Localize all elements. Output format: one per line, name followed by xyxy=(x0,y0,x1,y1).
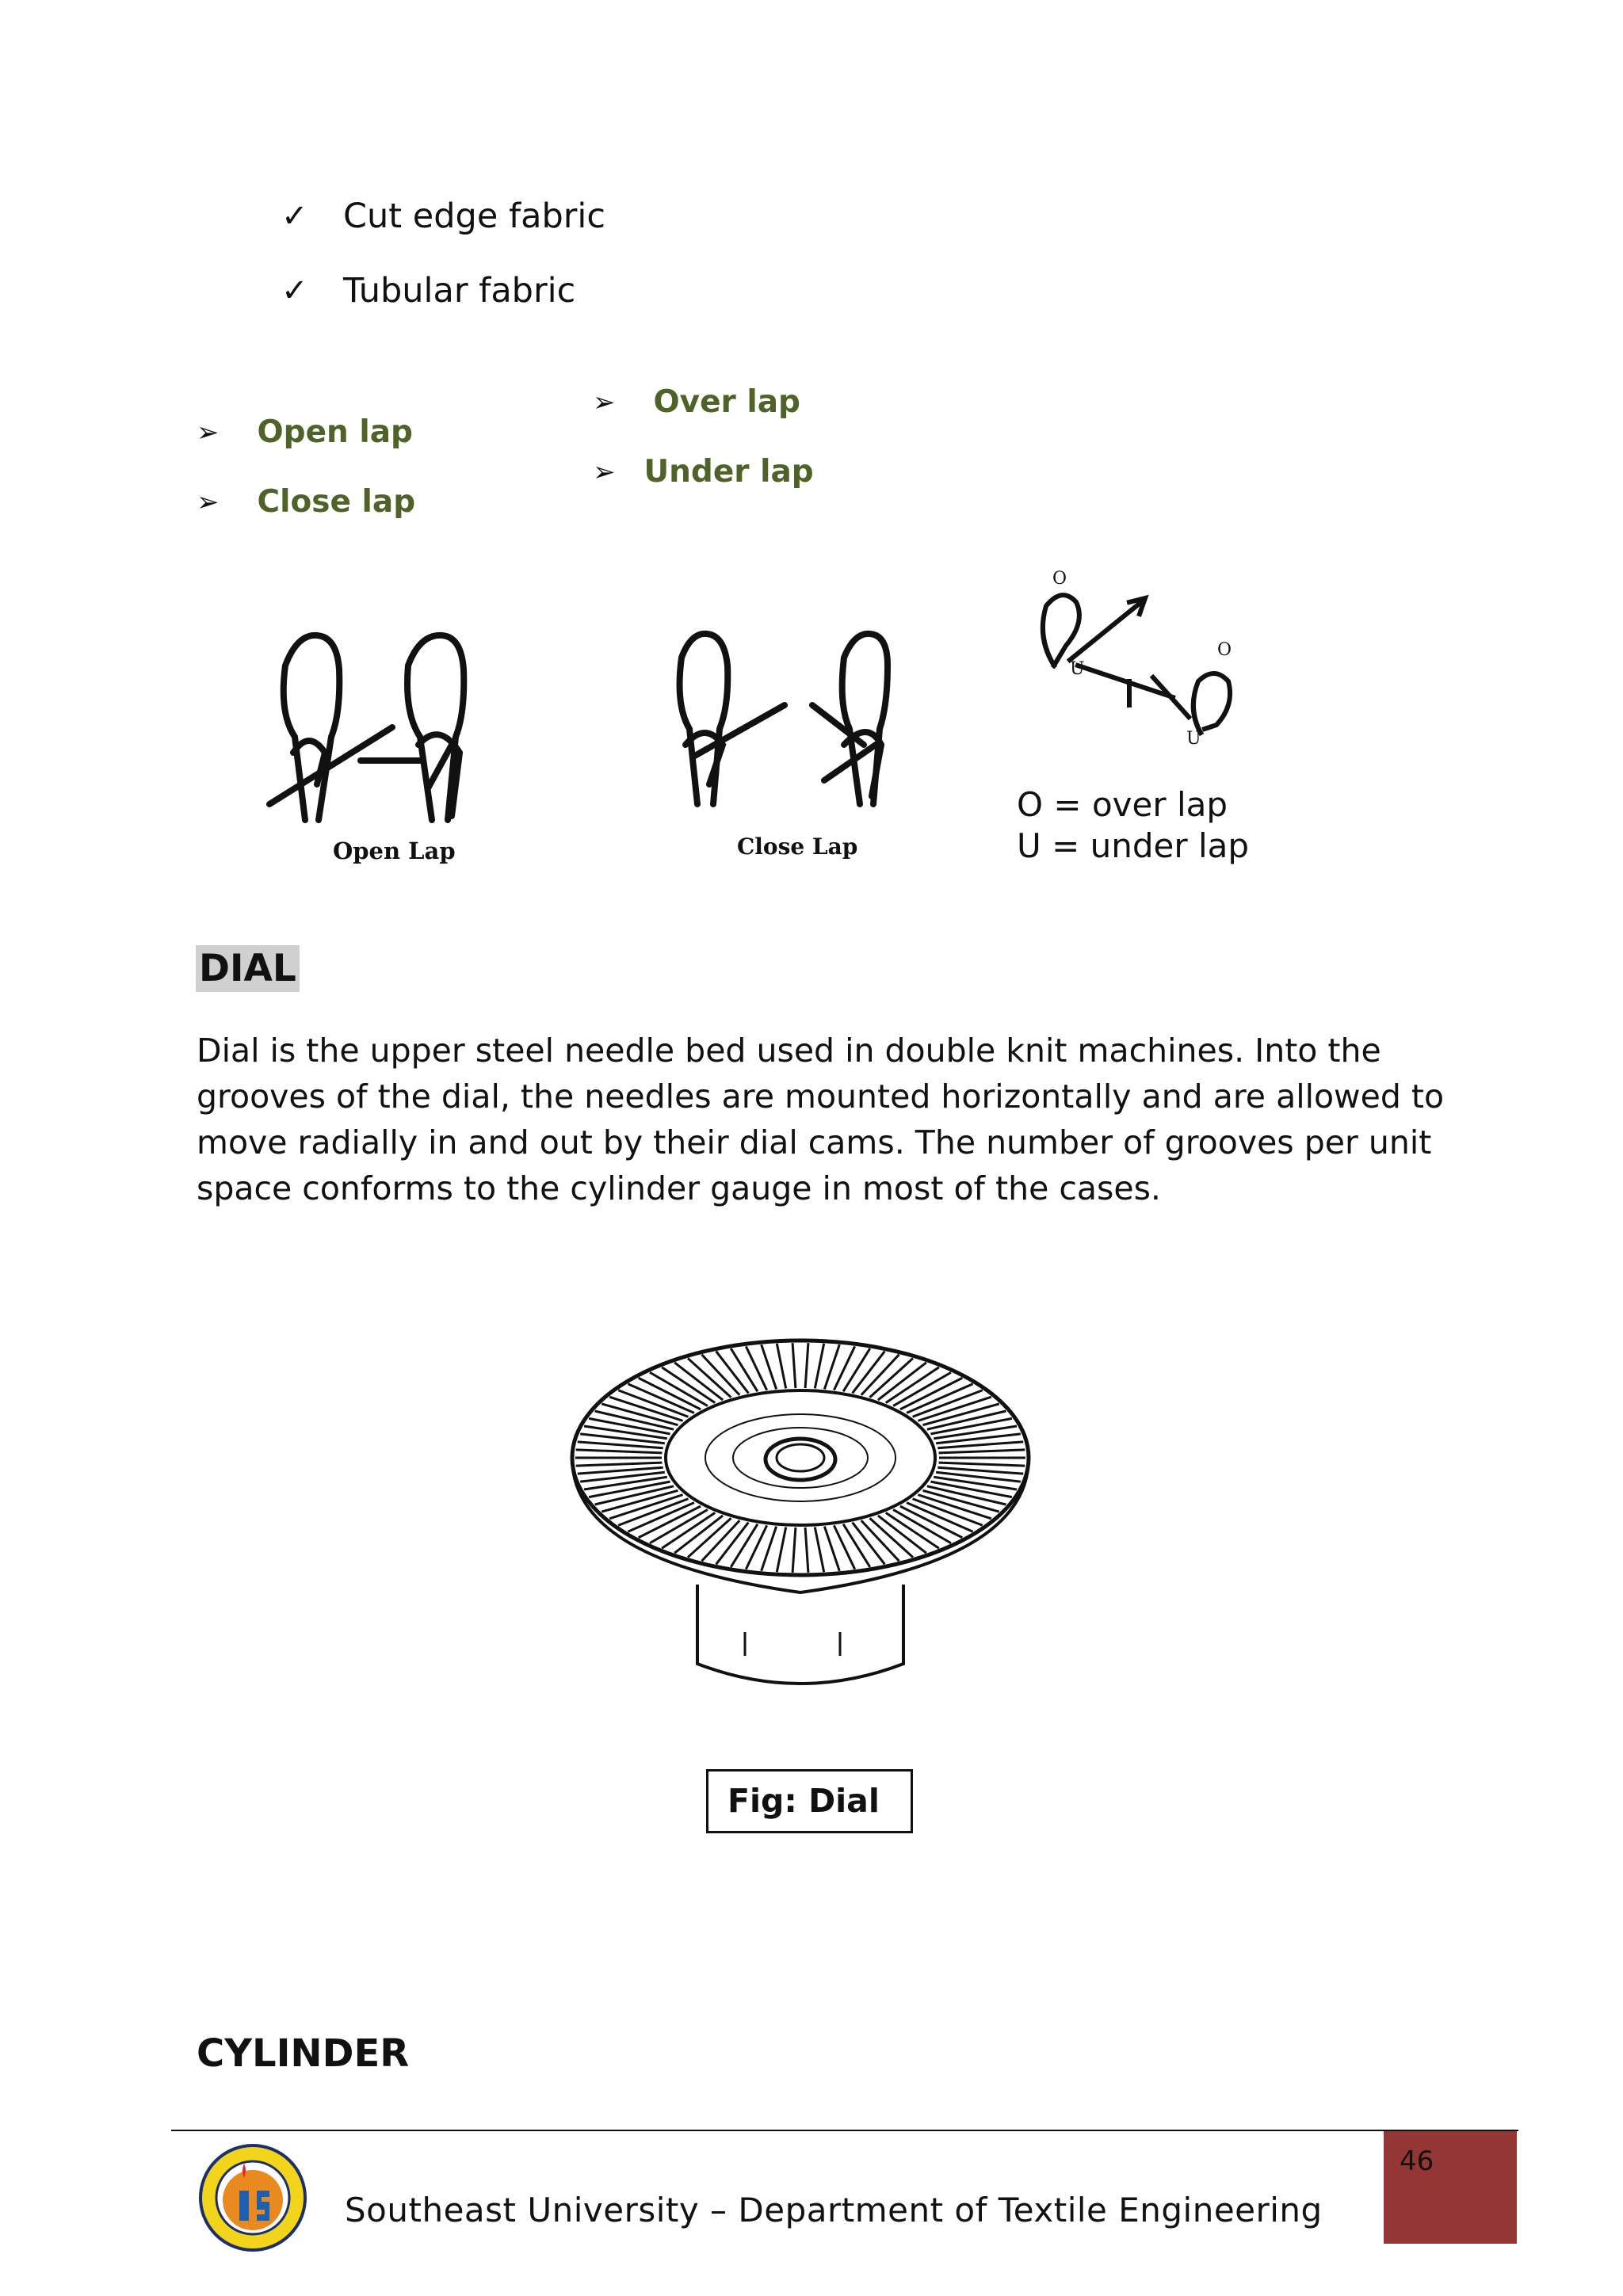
close-lap-figure xyxy=(666,626,903,840)
page-number-box xyxy=(1384,2131,1517,2244)
arrow-bullet-icon: ➢ xyxy=(197,416,220,448)
legend-line: O = over lap xyxy=(1017,785,1228,824)
loop-label: O xyxy=(1052,569,1067,589)
figure-caption: Fig: Dial xyxy=(706,1769,913,1833)
legend-line: U = under lap xyxy=(1017,826,1250,865)
close-lap-caption: Close Lap xyxy=(737,833,858,860)
lap-item: ➢ Close lap xyxy=(197,484,416,520)
dial-paragraph: Dial is the upper steel needle bed used in double knit machines. Into the grooves of the dial, the needles are mounted horizontally and are allowed to move radially in and out by their dial cams. The number of grooves per unit space conforms to the cylinder gauge in most of the cases. xyxy=(197,1032,1445,1207)
university-logo xyxy=(198,2143,307,2252)
footer-text: Southeast University – Department of Textile Engineering xyxy=(345,2191,1323,2229)
open-lap-caption: Open Lap xyxy=(333,837,456,864)
arrow-bullet-icon: ➢ xyxy=(197,486,220,518)
dial-illustration xyxy=(563,1323,1038,1703)
lap-legend xyxy=(1017,784,1249,867)
loop-label: U xyxy=(1186,729,1201,749)
lap-item: ➢ Open lap xyxy=(197,414,413,450)
dial-heading: DIAL xyxy=(196,945,300,992)
arrow-bullet-icon: ➢ xyxy=(593,456,616,488)
footer-rule xyxy=(171,2130,1518,2131)
checklist-item: ✓ Tubular fabric xyxy=(281,271,576,311)
checkmark-icon: ✓ xyxy=(281,273,308,309)
cylinder-heading: CYLINDER xyxy=(197,2031,410,2076)
lap-item: ➢ Under lap xyxy=(593,454,814,490)
arrow-bullet-icon: ➢ xyxy=(593,386,616,418)
checkmark-icon: ✓ xyxy=(281,198,308,235)
open-lap-figure xyxy=(262,626,531,848)
loop-label: O xyxy=(1217,640,1232,660)
checklist-item: ✓ Cut edge fabric xyxy=(281,196,606,236)
page-number: 46 xyxy=(1400,2145,1434,2177)
over-under-lap-diagram xyxy=(1030,566,1268,757)
lap-item: ➢ Over lap xyxy=(593,384,800,420)
loop-label: U xyxy=(1070,659,1085,679)
section-heading xyxy=(196,947,300,990)
